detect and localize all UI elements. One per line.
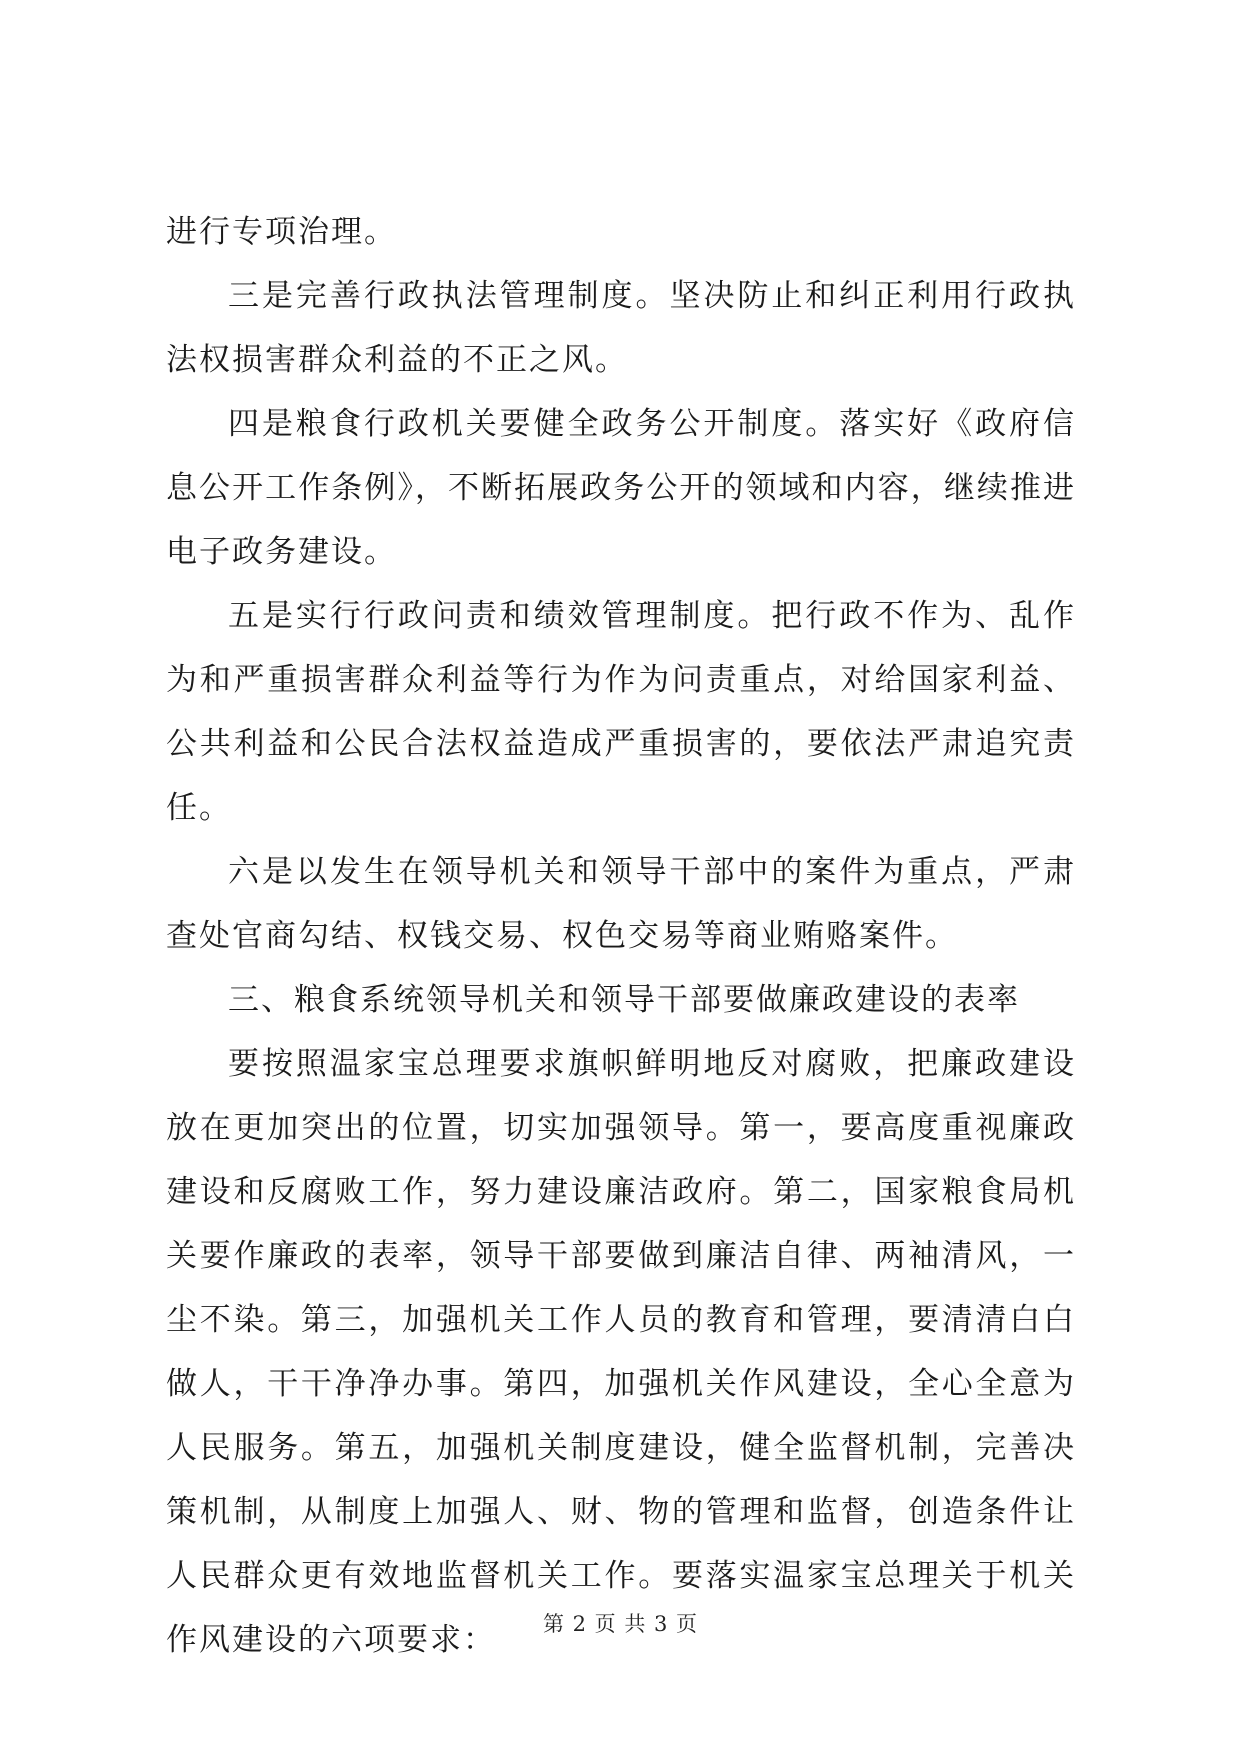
section-heading-three: 三、粮食系统领导机关和领导干部要做廉政建设的表率 xyxy=(228,982,1020,1018)
paragraph-item-six: 六是以发生在领导机关和领导干部中的案件为重点，严肃查处官商勾结、权钱交易、权色交易等商业贿赂案件。 xyxy=(166,854,1076,954)
paragraph-item-four: 四是粮食行政机关要健全政务公开制度。落实好《政府信息公开工作条例》，不断拓展政务公开的领域和内容，继续推进电子政务建设。 xyxy=(166,406,1076,570)
paragraph-continuation: 进行专项治理。 xyxy=(166,214,397,250)
paragraph-item-three: 三是完善行政执法管理制度。坚决防止和纠正利用行政执法权损害群众利益的不正之风。 xyxy=(166,278,1076,378)
page-number-footer: 第 2 页 共 3 页 xyxy=(542,1612,699,1636)
document-body xyxy=(166,200,1076,1672)
paragraph-body: 要按照温家宝总理要求旗帜鲜明地反对腐败，把廉政建设放在更加突出的位置，切实加强领导。第一，要高度重视廉政建设和反腐败工作，努力建设廉洁政府。第二，国家粮食局机关要作廉政的表率，领导干部要做到廉洁自律、两袖清风，一尘不染。第三，加强机关工作人员的教育和管理，要清清白白做人，干干净净办事。第四，加强机关作风建设，全心全意为人民服务。第五，加强机关制度建设，健全监督机制，完善决策机制，从制度上加强人、财、物的管理和监督，创造条件让人民群众更有效地监督机关工作。要落实温家宝总理关于机关作风建设的六项要求： xyxy=(166,1046,1076,1658)
paragraph-item-five: 五是实行行政问责和绩效管理制度。把行政不作为、乱作为和严重损害群众利益等行为作为问责重点，对给国家利益、公共利益和公民合法权益造成严重损害的，要依法严肃追究责任。 xyxy=(166,598,1076,826)
